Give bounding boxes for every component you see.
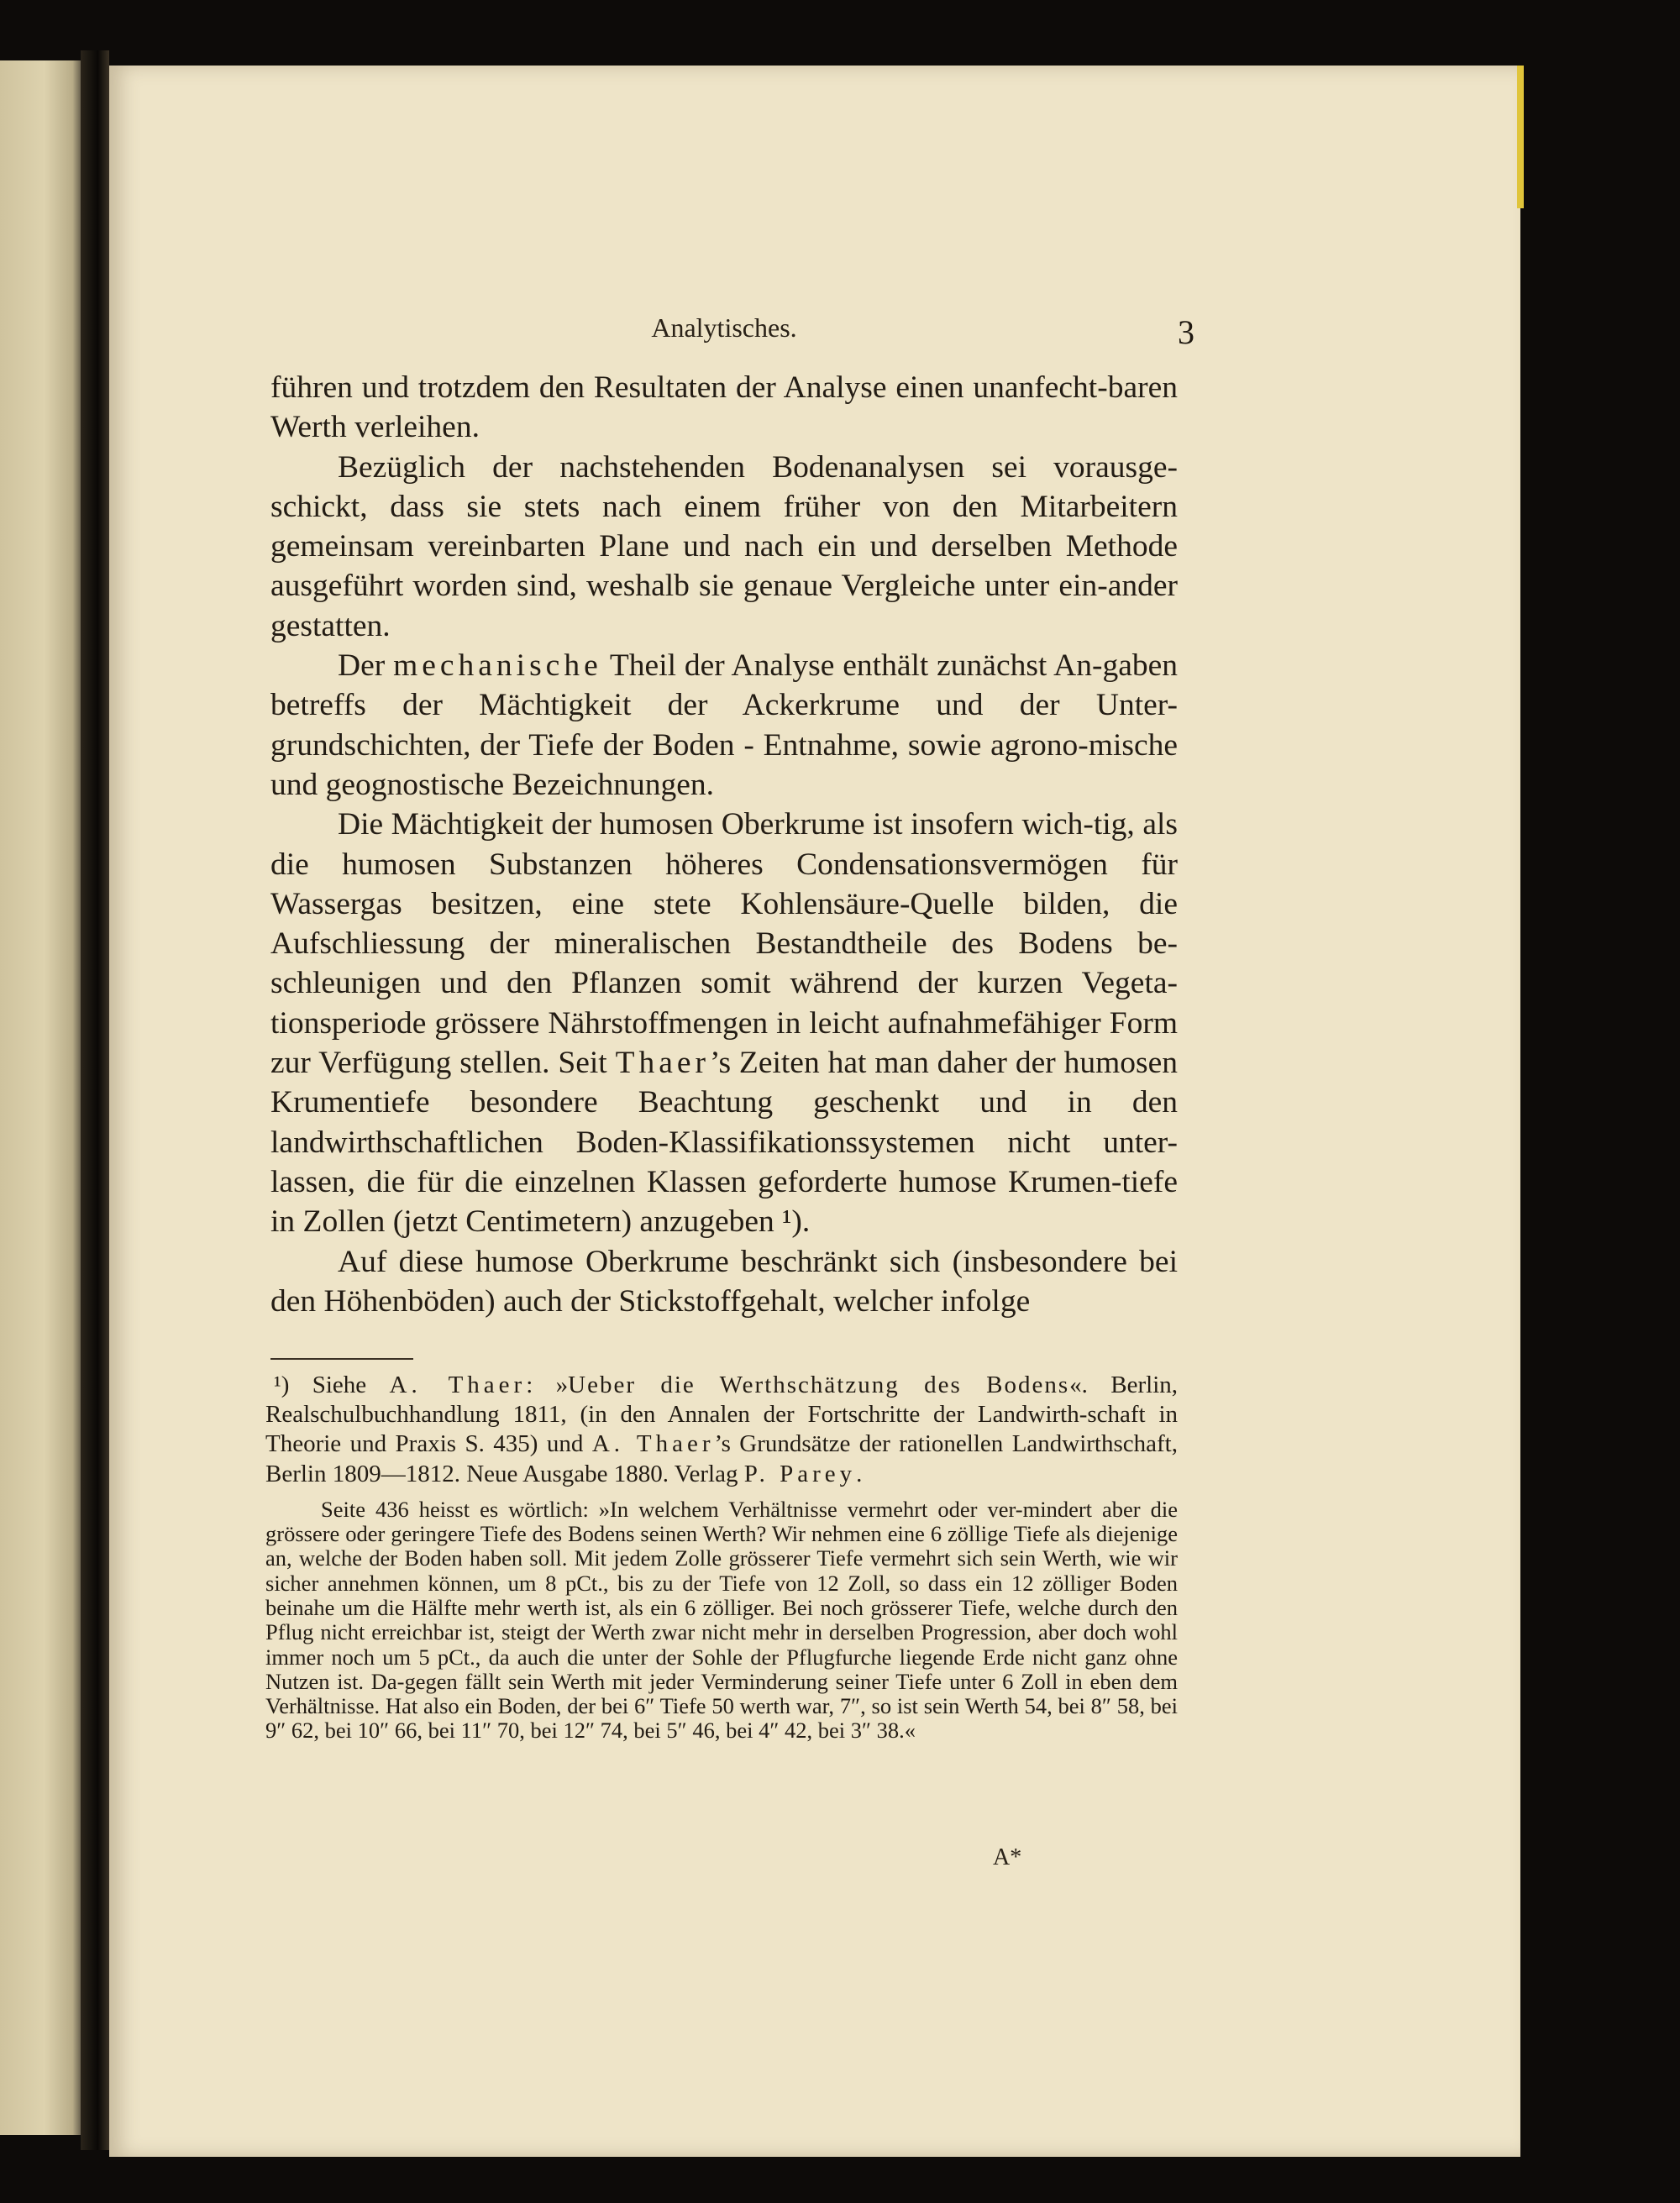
fn1-book-title: Ueber die Werthschätzung des Bodens (568, 1372, 1070, 1398)
fn1-part: . (856, 1460, 863, 1487)
paragraph-4-post: ’s Zeiten hat man daher der humosen Krumentiefe besondere Beachtung geschenkt und in den landwirthschaftlichen Boden-Klassifikationssystemen nicht unter-lassen, die für die einzelnen Klassen geforderte humose Krumen-tiefe in Zollen (jetzt Centimetern) anzugeben ¹). (270, 1046, 1178, 1240)
fn1-part: : » (526, 1372, 569, 1398)
book-gutter (81, 50, 109, 2150)
footnote-rule (270, 1358, 413, 1360)
paragraph-4-pre: Die Mächtigkeit der humosen Oberkrume ist insofern wich-tig, als die humosen Substanzen höheres Condensationsvermögen für Wassergas besitzen, eine stete Kohlensäure-Quelle bilden, die Aufschliessung der mineralischen Bestandtheile des Bodens be-schleunigen und den Pflanzen somit während der kurzen Vegeta-tionsperiode grössere Nährstoffmengen in leicht aufnahmefähiger Form zur Verfügung stellen. Seit (270, 807, 1178, 1081)
paragraph-3-post: Theil der Analyse enthält zunächst An-gaben betreffs der Mächtigkeit der Ackerkrume und der Unter-grundschichten, der Tiefe der Boden - Entnahme, sowie agrono-mische und geognostische Bezeichnungen. (270, 648, 1178, 802)
fn1-part: ¹) Siehe (274, 1372, 390, 1398)
page-number: 3 (1178, 313, 1194, 351)
paragraph-5: Auf diese humose Oberkrume beschränkt sich (insbesondere bei den Höhenböden) auch der Stickstoffgehalt, welcher infolge (270, 1244, 1178, 1319)
body-text (270, 368, 1178, 1321)
paragraph-3-pre: Der (338, 648, 394, 684)
fn1-publisher: P. Parey (743, 1460, 857, 1487)
paragraph-2: Bezüglich der nachstehenden Bodenanalysen sei vorausge-schickt, dass sie stets nach einem früher von den Mitarbeitern gemeinsam vereinbarten Plane und nach ein und derselben Methode ausgeführt worden sind, weshalb sie genaue Vergleiche unter ein-ander gestatten. (270, 449, 1178, 643)
running-head-title: Analytisches. (651, 312, 797, 343)
left-page-edge (0, 60, 81, 2135)
fn1-part: ’s Grundsätze der rationellen Landwirthschaft, Berlin 1809—1812. Neue Ausgabe 1880. Verlag (265, 1430, 1178, 1487)
page-gilt-edge (1517, 66, 1524, 208)
footnote-1 (265, 1371, 1178, 1489)
paragraph-1: führen und trotzdem den Resultaten der Analyse einen unanfecht-baren Werth verleihen. (270, 370, 1178, 445)
paragraph-4 (270, 805, 1178, 1241)
footnotes (265, 1371, 1178, 1744)
paragraph-3 (270, 646, 1178, 805)
fn1-part: «. Berlin, Realschulbuchhandlung 1811, (in den Annalen der Fortschritte der Landwirth-schaft in Theorie und Praxis S. 435) und (265, 1372, 1178, 1458)
footnote-quote: Seite 436 heisst es wörtlich: »In welchem Verhältnisse vermehrt oder ver-mindert aber die grössere oder geringere Tiefe des Bodens seinen Werth? Wir nehmen eine 6 zöllige Tiefe als diejenige an, welche der Boden haben soll. Mit jedem Zolle grösserer Tiefe vermehrt sich sein Werth, wie wir sicher annehmen können, um 8 pCt., bis zu der Tiefe von 12 Zoll, so dass ein 12 zölliger Boden beinahe um die Hälfte mehr werth ist, als ein 6 zölliger. Bei noch grösserer Tiefe, welche durch den Pflug nicht erreichbar ist, steigt der Werth zwar nicht mehr in derselben Progression, aber doch wohl immer noch um 5 pCt., da auch die unter der Sohle der Pflugfurche liegende Erde nicht ganz ohne Nutzen ist. Da-gegen fällt sein Werth mit jeder Verminderung seiner Tiefe unter 6 Zoll in eben dem Verhältnisse. Hat also ein Boden, der bei 6″ Tiefe 50 werth war, 7″, so ist sein Werth 54, bei 8″ 58, bei 9″ 62, bei 10″ 66, bei 11″ 70, bei 12″ 74, bei 5″ 46, bei 4″ 42, bei 3″ 38.« (265, 1496, 1178, 1744)
emphasis-thaer: Thaer (615, 1046, 711, 1081)
running-head (270, 312, 1194, 354)
fn1-author: A. Thaer (591, 1430, 715, 1458)
signature-mark: A* (993, 1844, 1022, 1870)
fn1-author: A. Thaer (389, 1372, 527, 1398)
emphasis-mechanische: mechanische (393, 648, 602, 684)
